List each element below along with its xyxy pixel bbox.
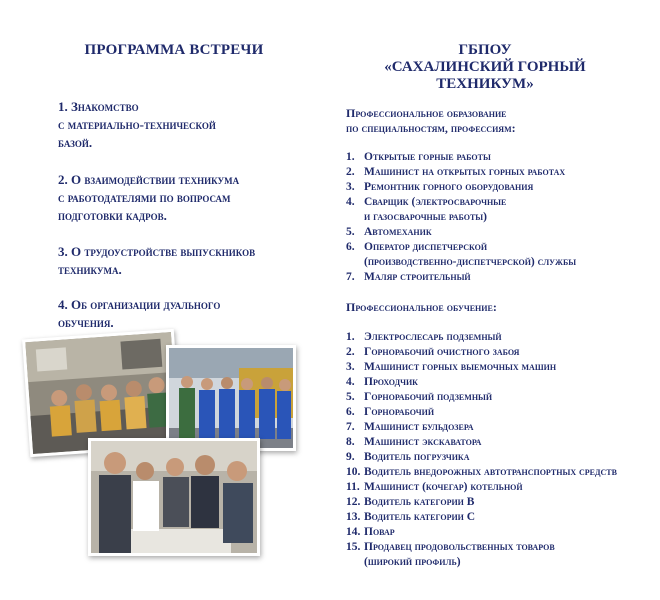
program-item-3 xyxy=(58,243,308,279)
list-item: 7. Машинист бульдозера xyxy=(346,421,474,433)
list-item: 2. Машинист на открытых горных работах xyxy=(346,166,566,178)
list-item: 3. Машинист горных выемочных машин xyxy=(346,361,557,373)
list-item: 5. Автомеханик xyxy=(346,226,432,238)
list-item: 2. Горнорабочий очистного забоя xyxy=(346,346,520,358)
prof-education-heading-line: Профессиональное образование xyxy=(346,106,507,120)
list-item: 5. Горнорабочий подземный xyxy=(346,391,493,403)
list-item: 10. Водитель внедорожных автотранспортных средств xyxy=(346,466,617,478)
photo-workshop-image xyxy=(25,332,178,454)
program-item-1 xyxy=(58,98,308,152)
list-item: 7. Маляр строительный xyxy=(346,271,471,283)
list-item: 6. Горнорабочий xyxy=(346,406,435,418)
list-item: 12. Водитель категории В xyxy=(346,496,475,508)
prof-training-heading: Профессиональное обучение: xyxy=(346,300,497,314)
program-item-line: 1. Знакомство xyxy=(58,99,139,114)
list-item: 13. Водитель категории С xyxy=(346,511,476,523)
college-title xyxy=(350,42,620,93)
program-item-2 xyxy=(58,171,308,225)
photo-group-image xyxy=(91,441,257,553)
list-item: 8. Машинист экскаватора xyxy=(346,436,482,448)
prof-training-list xyxy=(346,330,617,570)
list-item: 14. Повар xyxy=(346,526,395,538)
list-item: 11. Машинист (кочегар) котельной xyxy=(346,481,523,493)
list-item: 4. Сварщик (электросварочные и газосварочные работы) xyxy=(346,196,507,223)
college-title-line: «САХАЛИНСКИЙ ГОРНЫЙ xyxy=(384,59,586,75)
list-item: 15. Продавец продовольственных товаров (широкий профиль) xyxy=(346,541,555,568)
college-title-line: ГБПОУ xyxy=(458,42,512,58)
program-item-line: 3. О трудоустройстве выпускников xyxy=(58,244,256,259)
program-item-line: 2. О взаимодействии техникума xyxy=(58,172,240,187)
program-title: ПРОГРАММА ВСТРЕЧИ xyxy=(84,42,264,58)
photo-uniform-students xyxy=(166,345,296,451)
program-item-line: подготовки кадров. xyxy=(58,208,167,223)
list-item: 1. Электрослесарь подземный xyxy=(346,331,502,343)
list-item: 6. Оператор диспетчерской (производственно-диспетчерской) службы xyxy=(346,241,577,268)
list-item: 3. Ремонтник горного оборудования xyxy=(346,181,534,193)
program-item-line: обучения. xyxy=(58,315,114,330)
list-item: 4. Проходчик xyxy=(346,376,418,388)
prof-education-list xyxy=(346,150,576,285)
program-item-4 xyxy=(58,296,308,332)
prof-education-heading xyxy=(346,106,516,136)
program-item-line: 4. Об организации дуального xyxy=(58,297,221,312)
program-item-line: с материально-технической xyxy=(58,117,216,132)
college-title-line: ТЕХНИКУМ» xyxy=(436,76,534,92)
list-item: 1. Открытые горные работы xyxy=(346,151,491,163)
program-item-line: техникума. xyxy=(58,262,122,277)
program-item-line: с работодателями по вопросам xyxy=(58,190,231,205)
program-item-line: базой. xyxy=(58,135,93,150)
photo-group-students xyxy=(88,438,260,556)
list-item: 9. Водитель погрузчика xyxy=(346,451,470,463)
photo-uniform-image xyxy=(169,348,293,448)
prof-education-heading-line: по специальностям, профессиям: xyxy=(346,121,516,135)
